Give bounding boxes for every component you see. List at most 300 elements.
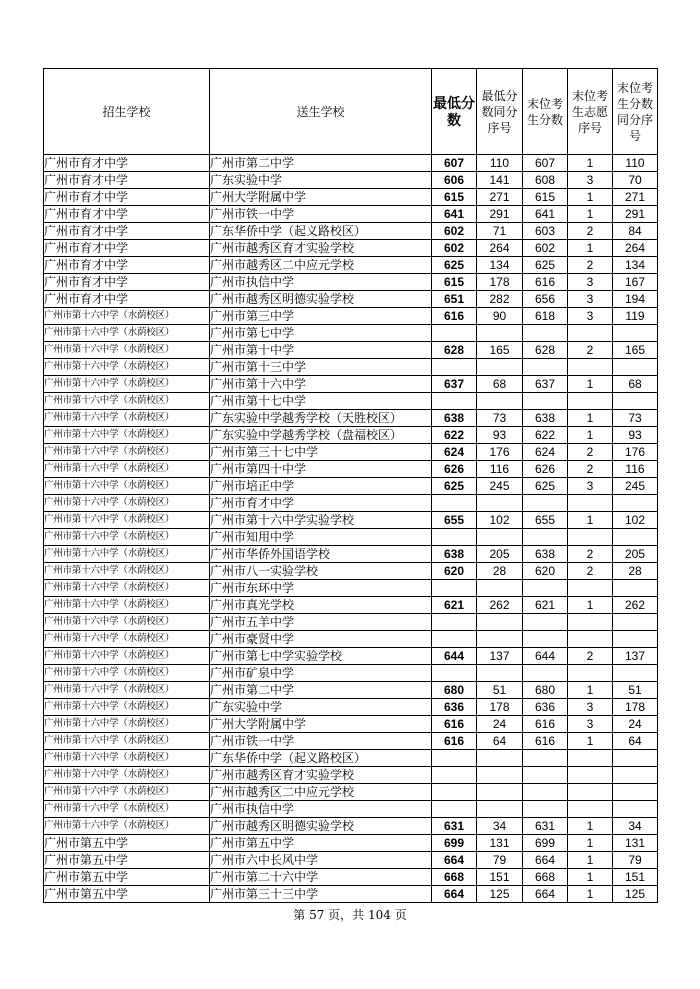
min-score-cell: 628: [432, 342, 477, 359]
last-preference-cell: [568, 393, 613, 410]
min-score-cell: [432, 801, 477, 818]
table-row: [44, 427, 658, 444]
recruit-school-cell: 广州市育才中学: [44, 291, 210, 308]
recruit-school-cell: 广州市第十六中学（水荫校区）: [44, 478, 210, 495]
table-row: [44, 223, 658, 240]
min-score-rank-cell: 68: [477, 376, 523, 393]
last-score-cell: [523, 614, 568, 631]
sender-school-cell: 广州市第二中学: [210, 155, 432, 172]
min-score-rank-cell: 64: [477, 733, 523, 750]
min-score-rank-cell: 271: [477, 189, 523, 206]
table-row: [44, 529, 658, 546]
last-rank-cell: 119: [613, 308, 658, 325]
header-min-score: 最低分数: [432, 69, 477, 155]
last-preference-cell: 1: [568, 597, 613, 614]
last-score-cell: 637: [523, 376, 568, 393]
min-score-rank-cell: [477, 665, 523, 682]
last-preference-cell: 1: [568, 835, 613, 852]
min-score-rank-cell: 141: [477, 172, 523, 189]
recruit-school-cell: 广州市第十六中学（水荫校区）: [44, 512, 210, 529]
table-row: [44, 461, 658, 478]
min-score-cell: 602: [432, 240, 477, 257]
last-preference-cell: [568, 325, 613, 342]
table-row: [44, 478, 658, 495]
recruit-school-cell: 广州市育才中学: [44, 155, 210, 172]
header-recruit-school: 招生学校: [44, 69, 210, 155]
min-score-cell: 699: [432, 835, 477, 852]
recruit-school-cell: 广州市第十六中学（水荫校区）: [44, 461, 210, 478]
last-score-cell: 625: [523, 478, 568, 495]
table-row: [44, 495, 658, 512]
min-score-cell: 638: [432, 546, 477, 563]
last-rank-cell: 271: [613, 189, 658, 206]
last-preference-cell: 3: [568, 478, 613, 495]
last-score-cell: 664: [523, 852, 568, 869]
last-rank-cell: 51: [613, 682, 658, 699]
last-preference-cell: 3: [568, 308, 613, 325]
min-score-rank-cell: 116: [477, 461, 523, 478]
recruit-school-cell: 广州市第十六中学（水荫校区）: [44, 733, 210, 750]
recruit-school-cell: 广州市第五中学: [44, 886, 210, 903]
last-score-cell: 641: [523, 206, 568, 223]
last-preference-cell: [568, 529, 613, 546]
last-preference-cell: 1: [568, 189, 613, 206]
table-row: [44, 325, 658, 342]
recruit-school-cell: 广州市第十六中学（水荫校区）: [44, 376, 210, 393]
min-score-rank-cell: 24: [477, 716, 523, 733]
last-score-cell: [523, 750, 568, 767]
last-score-cell: 625: [523, 257, 568, 274]
last-rank-cell: 68: [613, 376, 658, 393]
min-score-cell: 616: [432, 308, 477, 325]
last-score-cell: [523, 767, 568, 784]
min-score-rank-cell: 102: [477, 512, 523, 529]
recruit-school-cell: 广州市第十六中学（水荫校区）: [44, 682, 210, 699]
last-rank-cell: 28: [613, 563, 658, 580]
sender-school-cell: 广州市越秀区二中应元学校: [210, 257, 432, 274]
last-rank-cell: 137: [613, 648, 658, 665]
sender-school-cell: 广州市育才中学: [210, 495, 432, 512]
last-rank-cell: 178: [613, 699, 658, 716]
recruit-school-cell: 广州市育才中学: [44, 240, 210, 257]
recruit-school-cell: 广州市第十六中学（水荫校区）: [44, 784, 210, 801]
table-row: [44, 393, 658, 410]
table-row: [44, 257, 658, 274]
sender-school-cell: 广东实验中学越秀学校（盘福校区）: [210, 427, 432, 444]
last-preference-cell: [568, 580, 613, 597]
sender-school-cell: 广州市第十七中学: [210, 393, 432, 410]
last-rank-cell: [613, 393, 658, 410]
last-rank-cell: [613, 631, 658, 648]
last-preference-cell: [568, 614, 613, 631]
last-rank-cell: [613, 580, 658, 597]
last-rank-cell: 165: [613, 342, 658, 359]
min-score-cell: [432, 631, 477, 648]
last-preference-cell: 1: [568, 869, 613, 886]
page-footer: 第 57 页，共 104 页: [293, 908, 407, 922]
table-row: [44, 750, 658, 767]
last-preference-cell: [568, 784, 613, 801]
last-score-cell: [523, 801, 568, 818]
last-rank-cell: 245: [613, 478, 658, 495]
table-row: [44, 835, 658, 852]
last-rank-cell: 110: [613, 155, 658, 172]
last-preference-cell: 3: [568, 274, 613, 291]
last-score-cell: 626: [523, 461, 568, 478]
last-score-cell: 644: [523, 648, 568, 665]
last-rank-cell: [613, 767, 658, 784]
last-rank-cell: [613, 801, 658, 818]
table-row: [44, 716, 658, 733]
last-rank-cell: [613, 750, 658, 767]
table-row: [44, 563, 658, 580]
sender-school-cell: 广州市越秀区明德实验学校: [210, 818, 432, 835]
min-score-cell: 664: [432, 852, 477, 869]
last-score-cell: 631: [523, 818, 568, 835]
last-score-cell: 656: [523, 291, 568, 308]
last-preference-cell: 3: [568, 172, 613, 189]
last-preference-cell: 2: [568, 257, 613, 274]
table-row: [44, 172, 658, 189]
last-preference-cell: 1: [568, 886, 613, 903]
sender-school-cell: 广州市越秀区育才实验学校: [210, 240, 432, 257]
last-score-cell: 616: [523, 274, 568, 291]
last-score-cell: [523, 580, 568, 597]
sender-school-cell: 广东实验中学: [210, 172, 432, 189]
sender-school-cell: 广州市第七中学: [210, 325, 432, 342]
recruit-school-cell: 广州市第十六中学（水荫校区）: [44, 444, 210, 461]
last-rank-cell: 176: [613, 444, 658, 461]
sender-school-cell: 广州市第三十七中学: [210, 444, 432, 461]
recruit-school-cell: 广州市第十六中学（水荫校区）: [44, 614, 210, 631]
header-last-preference: 末位考生志愿序号: [568, 69, 613, 155]
last-preference-cell: 1: [568, 155, 613, 172]
last-score-cell: 636: [523, 699, 568, 716]
last-score-cell: 616: [523, 716, 568, 733]
sender-school-cell: 广州市第七中学实验学校: [210, 648, 432, 665]
table-row: [44, 869, 658, 886]
last-rank-cell: 64: [613, 733, 658, 750]
last-rank-cell: 167: [613, 274, 658, 291]
last-preference-cell: 2: [568, 444, 613, 461]
table-row: [44, 699, 658, 716]
min-score-rank-cell: [477, 750, 523, 767]
min-score-rank-cell: 291: [477, 206, 523, 223]
min-score-rank-cell: 110: [477, 155, 523, 172]
last-score-cell: [523, 495, 568, 512]
min-score-cell: 638: [432, 410, 477, 427]
last-score-cell: 616: [523, 733, 568, 750]
min-score-cell: 621: [432, 597, 477, 614]
last-score-cell: [523, 631, 568, 648]
recruit-school-cell: 广州市第五中学: [44, 869, 210, 886]
last-preference-cell: 1: [568, 206, 613, 223]
last-rank-cell: [613, 665, 658, 682]
sender-school-cell: 广州市第五中学: [210, 835, 432, 852]
min-score-cell: 637: [432, 376, 477, 393]
min-score-cell: [432, 767, 477, 784]
min-score-cell: 651: [432, 291, 477, 308]
table-row: [44, 410, 658, 427]
last-rank-cell: [613, 495, 658, 512]
recruit-school-cell: 广州市第十六中学（水荫校区）: [44, 750, 210, 767]
last-score-cell: 615: [523, 189, 568, 206]
recruit-school-cell: 广州市第十六中学（水荫校区）: [44, 767, 210, 784]
last-preference-cell: 2: [568, 563, 613, 580]
min-score-cell: 626: [432, 461, 477, 478]
last-preference-cell: [568, 495, 613, 512]
table-row: [44, 580, 658, 597]
min-score-rank-cell: 176: [477, 444, 523, 461]
sender-school-cell: 广州市第二十六中学: [210, 869, 432, 886]
sender-school-cell: 广州市越秀区明德实验学校: [210, 291, 432, 308]
sender-school-cell: 广州市第十六中学实验学校: [210, 512, 432, 529]
min-score-cell: [432, 495, 477, 512]
sender-school-cell: 广州市第二中学: [210, 682, 432, 699]
last-score-cell: 624: [523, 444, 568, 461]
header-last-rank: 末位考生分数同分序号: [613, 69, 658, 155]
last-score-cell: 621: [523, 597, 568, 614]
last-score-cell: 620: [523, 563, 568, 580]
sender-school-cell: 广州市知用中学: [210, 529, 432, 546]
min-score-rank-cell: 178: [477, 699, 523, 716]
recruit-school-cell: 广州市第十六中学（水荫校区）: [44, 308, 210, 325]
last-score-cell: [523, 359, 568, 376]
min-score-rank-cell: 134: [477, 257, 523, 274]
header-last-score: 末位考生分数: [523, 69, 568, 155]
recruit-school-cell: 广州市育才中学: [44, 274, 210, 291]
sender-school-cell: 广州市培正中学: [210, 478, 432, 495]
min-score-cell: [432, 665, 477, 682]
last-score-cell: 680: [523, 682, 568, 699]
recruit-school-cell: 广州市第五中学: [44, 852, 210, 869]
recruit-school-cell: 广州市第十六中学（水荫校区）: [44, 495, 210, 512]
min-score-rank-cell: [477, 801, 523, 818]
last-preference-cell: 3: [568, 716, 613, 733]
min-score-cell: [432, 784, 477, 801]
last-rank-cell: 34: [613, 818, 658, 835]
last-score-cell: [523, 784, 568, 801]
min-score-rank-cell: 165: [477, 342, 523, 359]
last-preference-cell: 1: [568, 512, 613, 529]
min-score-cell: 620: [432, 563, 477, 580]
last-preference-cell: [568, 767, 613, 784]
last-preference-cell: 3: [568, 291, 613, 308]
recruit-school-cell: 广州市育才中学: [44, 172, 210, 189]
table-row: [44, 818, 658, 835]
min-score-cell: 664: [432, 886, 477, 903]
sender-school-cell: 广州市第三中学: [210, 308, 432, 325]
last-rank-cell: 134: [613, 257, 658, 274]
last-score-cell: [523, 325, 568, 342]
last-score-cell: [523, 393, 568, 410]
min-score-rank-cell: 93: [477, 427, 523, 444]
min-score-rank-cell: 205: [477, 546, 523, 563]
last-score-cell: 699: [523, 835, 568, 852]
last-rank-cell: 125: [613, 886, 658, 903]
min-score-rank-cell: 79: [477, 852, 523, 869]
last-preference-cell: 1: [568, 733, 613, 750]
last-rank-cell: 291: [613, 206, 658, 223]
last-preference-cell: 2: [568, 546, 613, 563]
min-score-cell: 625: [432, 478, 477, 495]
sender-school-cell: 广州市华侨外国语学校: [210, 546, 432, 563]
recruit-school-cell: 广州市第十六中学（水荫校区）: [44, 801, 210, 818]
sender-school-cell: 广东实验中学: [210, 699, 432, 716]
min-score-cell: [432, 529, 477, 546]
recruit-school-cell: 广州市第十六中学（水荫校区）: [44, 580, 210, 597]
table-row: [44, 784, 658, 801]
last-score-cell: 618: [523, 308, 568, 325]
table-row: [44, 291, 658, 308]
last-score-cell: 638: [523, 410, 568, 427]
min-score-rank-cell: [477, 580, 523, 597]
min-score-rank-cell: 73: [477, 410, 523, 427]
min-score-cell: 641: [432, 206, 477, 223]
last-preference-cell: 2: [568, 342, 613, 359]
sender-school-cell: 广州市真光学校: [210, 597, 432, 614]
last-rank-cell: [613, 325, 658, 342]
table-row: [44, 852, 658, 869]
last-rank-cell: 194: [613, 291, 658, 308]
last-preference-cell: [568, 750, 613, 767]
table-row: [44, 597, 658, 614]
min-score-cell: [432, 750, 477, 767]
sender-school-cell: 广州市执信中学: [210, 801, 432, 818]
last-rank-cell: 73: [613, 410, 658, 427]
sender-school-cell: 广州市第三十三中学: [210, 886, 432, 903]
table-row: [44, 240, 658, 257]
last-preference-cell: 1: [568, 852, 613, 869]
min-score-cell: 680: [432, 682, 477, 699]
last-rank-cell: 262: [613, 597, 658, 614]
table-header-row: [44, 69, 658, 155]
table-body: [44, 155, 658, 903]
sender-school-cell: 广州市越秀区育才实验学校: [210, 767, 432, 784]
last-preference-cell: [568, 631, 613, 648]
min-score-rank-cell: 178: [477, 274, 523, 291]
min-score-rank-cell: [477, 784, 523, 801]
min-score-cell: 615: [432, 274, 477, 291]
table-row: [44, 733, 658, 750]
last-rank-cell: 102: [613, 512, 658, 529]
table-row: [44, 359, 658, 376]
last-rank-cell: 70: [613, 172, 658, 189]
min-score-rank-cell: 137: [477, 648, 523, 665]
last-score-cell: 602: [523, 240, 568, 257]
table-row: [44, 546, 658, 563]
last-score-cell: 655: [523, 512, 568, 529]
min-score-rank-cell: [477, 614, 523, 631]
last-score-cell: 603: [523, 223, 568, 240]
min-score-cell: [432, 614, 477, 631]
recruit-school-cell: 广州市第十六中学（水荫校区）: [44, 529, 210, 546]
table-row: [44, 308, 658, 325]
recruit-school-cell: 广州市第十六中学（水荫校区）: [44, 546, 210, 563]
table-row: [44, 631, 658, 648]
min-score-rank-cell: [477, 393, 523, 410]
recruit-school-cell: 广州市育才中学: [44, 206, 210, 223]
sender-school-cell: 广州市东环中学: [210, 580, 432, 597]
sender-school-cell: 广州市第四十中学: [210, 461, 432, 478]
last-score-cell: 608: [523, 172, 568, 189]
last-score-cell: 638: [523, 546, 568, 563]
last-preference-cell: 1: [568, 427, 613, 444]
recruit-school-cell: 广州市第十六中学（水荫校区）: [44, 665, 210, 682]
last-rank-cell: 151: [613, 869, 658, 886]
last-rank-cell: [613, 359, 658, 376]
last-rank-cell: 131: [613, 835, 658, 852]
last-preference-cell: 3: [568, 699, 613, 716]
last-rank-cell: 79: [613, 852, 658, 869]
min-score-rank-cell: 282: [477, 291, 523, 308]
recruit-school-cell: 广州市第十六中学（水荫校区）: [44, 818, 210, 835]
last-score-cell: [523, 665, 568, 682]
sender-school-cell: 广州市第十六中学: [210, 376, 432, 393]
table-row: [44, 801, 658, 818]
last-rank-cell: 24: [613, 716, 658, 733]
table-row: [44, 648, 658, 665]
last-preference-cell: 1: [568, 682, 613, 699]
last-preference-cell: 1: [568, 818, 613, 835]
min-score-cell: 607: [432, 155, 477, 172]
last-score-cell: 668: [523, 869, 568, 886]
last-rank-cell: 116: [613, 461, 658, 478]
min-score-cell: 624: [432, 444, 477, 461]
min-score-rank-cell: [477, 325, 523, 342]
last-preference-cell: [568, 359, 613, 376]
sender-school-cell: 广州大学附属中学: [210, 189, 432, 206]
table-row: [44, 767, 658, 784]
recruit-school-cell: 广州市第十六中学（水荫校区）: [44, 427, 210, 444]
sender-school-cell: 广州市铁一中学: [210, 206, 432, 223]
last-preference-cell: 1: [568, 410, 613, 427]
min-score-rank-cell: 28: [477, 563, 523, 580]
sender-school-cell: 广州市六中长风中学: [210, 852, 432, 869]
min-score-rank-cell: [477, 359, 523, 376]
min-score-rank-cell: 131: [477, 835, 523, 852]
recruit-school-cell: 广州市育才中学: [44, 189, 210, 206]
last-rank-cell: 93: [613, 427, 658, 444]
sender-school-cell: 广州市铁一中学: [210, 733, 432, 750]
last-preference-cell: [568, 665, 613, 682]
recruit-school-cell: 广州市第十六中学（水荫校区）: [44, 563, 210, 580]
min-score-cell: 622: [432, 427, 477, 444]
recruit-school-cell: 广州市第五中学: [44, 835, 210, 852]
sender-school-cell: 广州市矿泉中学: [210, 665, 432, 682]
recruit-school-cell: 广州市第十六中学（水荫校区）: [44, 325, 210, 342]
table-row: [44, 206, 658, 223]
recruit-school-cell: 广州市第十六中学（水荫校区）: [44, 631, 210, 648]
table-row: [44, 376, 658, 393]
min-score-cell: 668: [432, 869, 477, 886]
last-preference-cell: 1: [568, 240, 613, 257]
table-row: [44, 444, 658, 461]
last-preference-cell: 1: [568, 376, 613, 393]
min-score-rank-cell: [477, 495, 523, 512]
min-score-cell: 606: [432, 172, 477, 189]
min-score-rank-cell: 151: [477, 869, 523, 886]
sender-school-cell: 广东华侨中学（起义路校区）: [210, 750, 432, 767]
min-score-rank-cell: 245: [477, 478, 523, 495]
min-score-cell: [432, 393, 477, 410]
min-score-cell: [432, 359, 477, 376]
min-score-rank-cell: [477, 767, 523, 784]
recruit-school-cell: 广州市第十六中学（水荫校区）: [44, 648, 210, 665]
sender-school-cell: 广州市豪贤中学: [210, 631, 432, 648]
recruit-school-cell: 广州市第十六中学（水荫校区）: [44, 716, 210, 733]
min-score-cell: 631: [432, 818, 477, 835]
